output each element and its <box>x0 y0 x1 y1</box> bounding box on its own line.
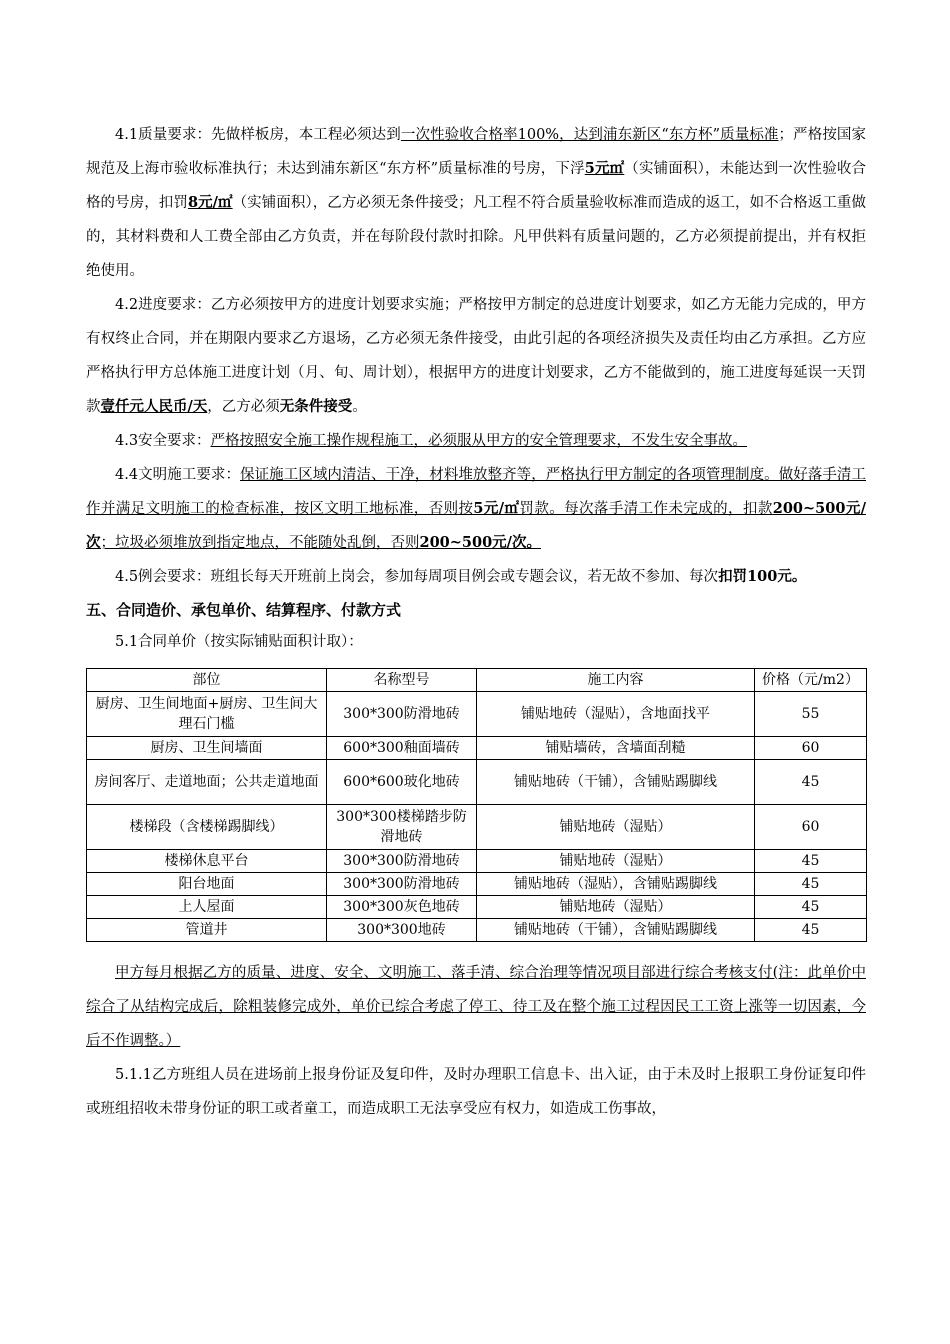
cell-price: 45 <box>755 896 867 919</box>
cell-price: 45 <box>755 850 867 873</box>
table-row <box>87 692 867 737</box>
penalty-amount: 200~500元/次。 <box>419 534 541 551</box>
text: 4.3安全要求： <box>115 433 211 449</box>
underlined-text: 罚款。每次落手清工作未完成的，扣款 <box>519 501 773 517</box>
penalty-amount: 200~500元/次 <box>86 500 867 551</box>
section-5-heading: 五、合同造价、承包单价、结算程序、付款方式 <box>86 601 402 619</box>
cell-model: 300*300地砖 <box>327 919 477 942</box>
cell-part: 阳台地面 <box>87 873 327 896</box>
header-price: 价格（元/m2） <box>755 669 867 692</box>
cell-content: 铺贴地砖（湿贴） <box>477 896 755 919</box>
cell-price: 60 <box>755 805 867 850</box>
cell-model: 300*300楼梯踏步防滑地砖 <box>327 805 477 850</box>
clause-5-1: 5.1合同单价（按实际铺贴面积计取）： <box>115 634 363 650</box>
table-header-row <box>87 669 867 692</box>
table-row <box>87 805 867 850</box>
cell-model: 300*300防滑地砖 <box>327 692 477 737</box>
cell-part: 厨房、卫生间墙面 <box>87 737 327 760</box>
clause-4-3 <box>86 424 866 458</box>
text: ，乙方必须 <box>207 399 280 415</box>
clause-4-5 <box>86 560 866 594</box>
clause-4-4 <box>86 458 866 560</box>
text: （实铺面积），未能达到一次性验收合格的号房，扣罚 <box>86 161 867 211</box>
cell-model: 300*300灰色地砖 <box>327 896 477 919</box>
cell-model: 300*300防滑地砖 <box>327 850 477 873</box>
header-part: 部位 <box>87 669 327 692</box>
text: 4.5例会要求：班组长每天开班前上岗会，参加每周项目例会或专题会议，若无故不参加、每次 <box>115 569 719 585</box>
table-row <box>87 919 867 942</box>
table-row <box>87 760 867 805</box>
table-row <box>87 850 867 873</box>
text: 4.1质量要求：先做样板房，本工程必须达到 <box>115 127 401 143</box>
clause-4-2 <box>86 288 866 424</box>
table-row <box>87 873 867 896</box>
pricing-note: 甲方每月根据乙方的质量、进度、安全、文明施工、落手清、综合治理等情况项目部进行综合考核支付(注：此单价中综合了从结构完成后，除粗装修完成外，单价已综合考虑了停工、待工及在整个施工过程因民工工资上涨等一切因素，今后不作调整。） <box>86 965 866 1049</box>
penalty-amount: 5元㎡ <box>584 160 625 177</box>
cell-part: 厨房、卫生间地面+厨房、卫生间大理石门槛 <box>87 692 327 737</box>
underlined-text: 严格按照安全施工操作规程施工，必须服从甲方的安全管理要求，不发生安全事故。 <box>210 433 748 449</box>
cell-content: 铺贴地砖（湿贴），含铺贴踢脚线 <box>477 873 755 896</box>
cell-part: 楼梯段（含楼梯踢脚线） <box>87 805 327 850</box>
unit-price-table <box>86 668 867 942</box>
text: 4.2进度要求：乙方必须按甲方的进度计划要求实施；严格按甲方制定的总进度计划要求，如乙方无能力完成的，甲方有权终止合同，并在期限内要求乙方退场，乙方必须无条件接受，由此引起的各项经济损失及责任均由乙方承担。乙方应严格执行甲方总体施工进度计划（月、旬、周计划），根据甲方的进度计划要求，乙方不能做到的，施工进度每延误一天罚款 <box>86 297 866 415</box>
bold-text: 100元。 <box>747 568 807 585</box>
underlined-text: 一次性验收合格率100%，达到浦东新区“东方杯”质量标准 <box>400 127 779 143</box>
underlined-text: 保证施工区域内清洁、干净，材料堆放整齐等，严格执行甲方制定的各项管理制度。做好落手清工作并满足文明施工的检查标准，按区文明工地标准，否则按 <box>86 467 866 517</box>
bold-text: 无条件接受 <box>279 398 353 415</box>
clause-4-1 <box>86 118 866 288</box>
text: 。 <box>352 399 367 415</box>
text: （实铺面积），乙方必须无条件接受；凡工程不符合质量验收标准而造成的返工，如不合格返工重做的，其材料费和人工费全部由乙方负责，并在每阶段付款时扣除。凡甲供料有质量问题的，乙方必须提前提出，并有权拒绝使用。 <box>86 195 866 279</box>
cell-content: 铺贴墙砖，含墙面刮糙 <box>477 737 755 760</box>
cell-part: 房间客厅、走道地面；公共走道地面 <box>87 760 327 805</box>
underlined-text: ；垃圾必须堆放到指定地点，不能随处乱倒，否则 <box>100 535 420 551</box>
cell-content: 铺贴地砖（湿贴），含地面找平 <box>477 692 755 737</box>
cell-price: 45 <box>755 919 867 942</box>
cell-price: 55 <box>755 692 867 737</box>
table-row <box>87 896 867 919</box>
text: ；严格按国家规范及上海市验收标准执行；未达到浦东新区“东方杯”质量标准的号房，下浮 <box>86 127 867 177</box>
cell-content: 铺贴地砖（湿贴） <box>477 805 755 850</box>
cell-price: 45 <box>755 873 867 896</box>
cell-part: 上人屋面 <box>87 896 327 919</box>
text: 4.4文明施工要求： <box>115 467 241 483</box>
penalty-amount: 壹仟元人民币/天 <box>100 398 208 415</box>
cell-content: 铺贴地砖（干铺），含铺贴踢脚线 <box>477 760 755 805</box>
cell-price: 60 <box>755 737 867 760</box>
cell-part: 管道井 <box>87 919 327 942</box>
penalty-amount: 8元/㎡ <box>187 194 233 211</box>
header-content: 施工内容 <box>477 669 755 692</box>
table-row <box>87 737 867 760</box>
cell-model: 300*300防滑地砖 <box>327 873 477 896</box>
cell-price: 45 <box>755 760 867 805</box>
cell-part: 楼梯休息平台 <box>87 850 327 873</box>
document-page <box>86 118 866 1126</box>
cell-content: 铺贴地砖（干铺），含铺贴踢脚线 <box>477 919 755 942</box>
cell-content: 铺贴地砖（湿贴） <box>477 850 755 873</box>
bold-text: 扣罚 <box>718 568 748 585</box>
penalty-amount: 5元/㎡ <box>473 500 520 517</box>
clause-5-1-1: 5.1.1乙方班组人员在进场前上报身份证及复印件，及时办理职工信息卡、出入证，由于未及时上报职工身份证复印件或班组招收未带身份证的职工或者童工，而造成职工无法享受应有权力，如造成工伤事故， <box>86 1067 866 1117</box>
header-model: 名称型号 <box>327 669 477 692</box>
cell-model: 600*300釉面墙砖 <box>327 737 477 760</box>
cell-model: 600*600玻化地砖 <box>327 760 477 805</box>
